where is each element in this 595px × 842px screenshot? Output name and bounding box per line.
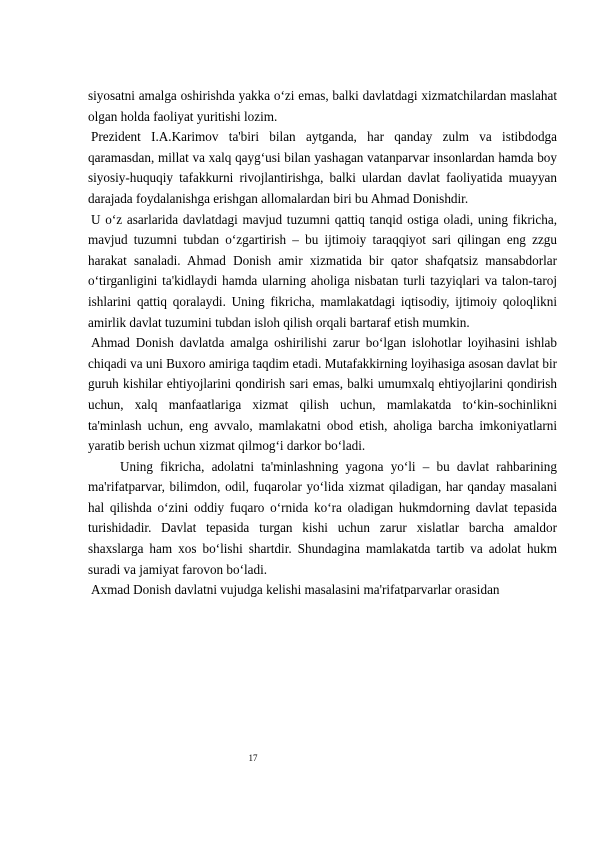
paragraph-3: U o‘z asarlarida davlatdagi mavjud tuzumni qattiq tanqid ostiga oladi, uning fikricha, mavjud tuzumni tubdan o‘zgartirish – bu ijtimoiy taraqqiyot sari qilingan eng zzgu harakat sanaladi. Ahmad Donish amir xizmatida bir qator shafqatsiz mansabdorlar o‘tirganligini ta'kidlaydi hamda ularning aholiga nisbatan turli tazyiqlari va talon-taroj ishlarini qattiq qoralaydi. Uning fikricha, mamlakatdagi iqtisodiy, ijtimoiy qoloqlikni amirlik davlat tuzumini tubdan isloh qilish orqali bartaraf etish mumkin. bbox=[88, 211, 557, 330]
paragraph-5: Uning fikricha, adolatni ta'minlashning yagona yo‘li – bu davlat rahbarining ma'rifatparvar, bilimdon, odil, fuqarolar yo‘lida xizmat qiladigan, har qanday masalani hal qilishda o‘zini oddiy fuqaro o‘rnida ko‘ra oladigan hukmdorning davlat tepasida turishidadir. Davlat tepasida turgan kishi uchun zarur xislatlar barcha amaldor shaxslarga ham xos bo‘lishi shartdir. Shundagina mamlakatda tartib va adolat hukm suradi va jamiyat farovon bo‘ladi. bbox=[88, 458, 557, 577]
paragraph-4: Ahmad Donish davlatda amalga oshirilishi zarur bo‘lgan islohotlar loyihasini ishlab chiqadi va uni Buxoro amiriga taqdim etadi. Mutafakkirning loyihasiga asosan davlat bir guruh kishilar ehtiyojlarini qondirish sari emas, balki umumxalq ehtiyojlarini qondirish uchun, xalq manfaatlariga xizmat qilish uchun, mamlakatda to‘kin-sochinlikni ta'minlash uchun, eng avvalo, mamlakatni obod etish, aholiga barcha imkoniyatlarni yaratib berish uchun xizmat qilmog‘i darkor bo‘ladi. bbox=[88, 335, 557, 454]
paragraph-2: Prezident I.A.Karimov ta'biri bilan aytganda, har qanday zulm va istibdodga qaramasdan, millat va xalq qayg‘usi bilan yashagan vatanparvar insonlardan hamda boy siyosiy-huquqiy tafakkurni rivojlantirishga, balki ulardan davlat faoliyatida muayyan darajada foydalanishga erishgan allomalardan biri bu Ahmad Donishdir. bbox=[88, 129, 557, 206]
page-number: 17 bbox=[248, 753, 258, 763]
paragraph-6: Axmad Donish davlatni vujudga kelishi masalasini ma'rifatparvarlar orasidan bbox=[91, 582, 500, 598]
body-text bbox=[88, 86, 557, 601]
paragraph-1: siyosatni amalga oshirishda yakka o‘zi emas, balki davlatdagi xizmatchilardan maslahat olgan holda faoliyat yuritishi lozim. bbox=[88, 88, 557, 124]
